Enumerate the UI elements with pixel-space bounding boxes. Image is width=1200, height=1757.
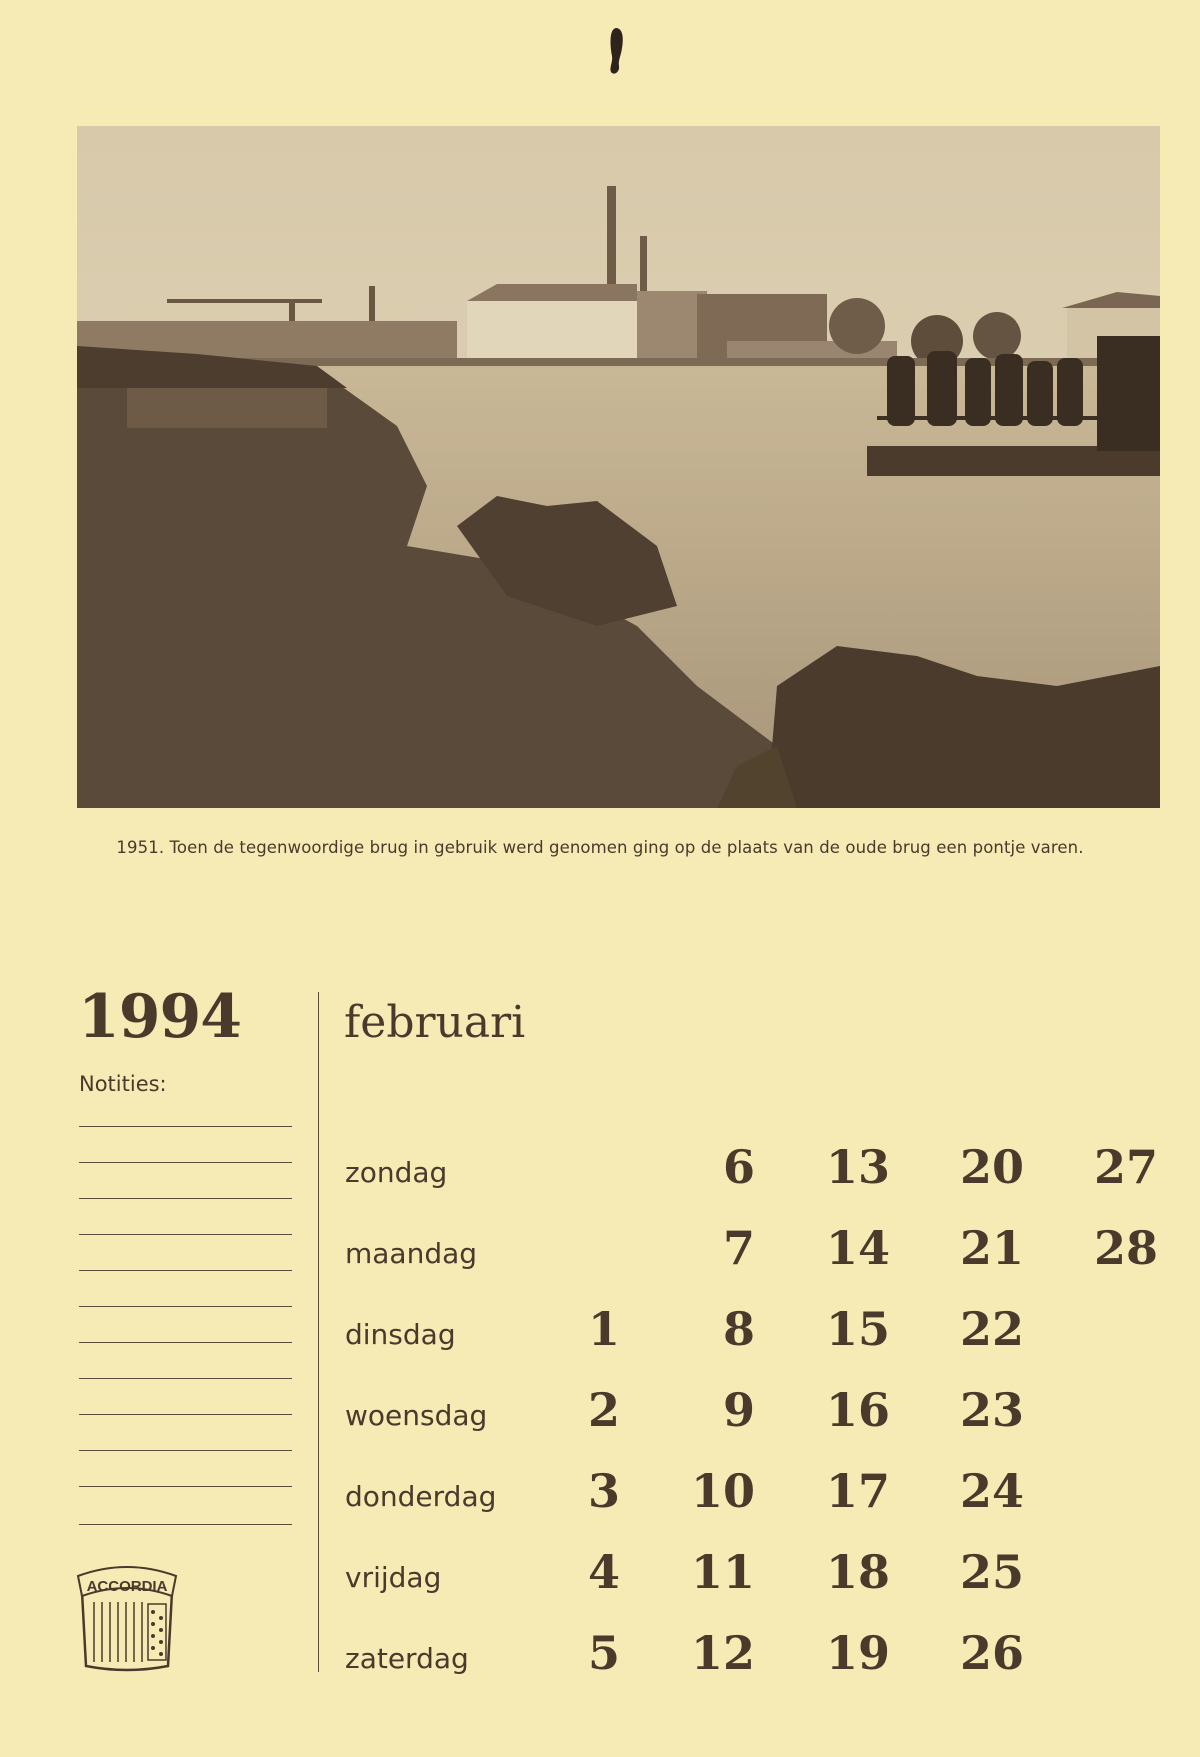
date-cell: 21	[959, 1221, 1024, 1275]
day-label: donderdag	[345, 1480, 497, 1513]
note-line	[79, 1524, 292, 1525]
date-cell: 26	[959, 1626, 1024, 1680]
date-cell: 16	[825, 1383, 890, 1437]
date-cell: 12	[690, 1626, 755, 1680]
date-cell: 20	[959, 1140, 1024, 1194]
date-cell: 14	[825, 1221, 890, 1275]
notes-label: Notities:	[79, 1072, 167, 1096]
day-label: vrijdag	[345, 1561, 442, 1594]
note-line	[79, 1198, 292, 1199]
note-line	[79, 1126, 292, 1127]
date-cell: 22	[959, 1302, 1024, 1356]
day-label: zondag	[345, 1156, 448, 1189]
month-heading: februari	[344, 997, 526, 1048]
date-cell: 3	[587, 1464, 620, 1518]
day-label: zaterdag	[345, 1642, 469, 1675]
historic-photo	[77, 126, 1160, 808]
note-line	[79, 1270, 292, 1271]
date-cell: 28	[1093, 1221, 1158, 1275]
day-label: maandag	[345, 1237, 478, 1270]
date-cell: 2	[587, 1383, 620, 1437]
day-label: woensdag	[345, 1399, 488, 1432]
note-line	[79, 1234, 292, 1235]
note-line	[79, 1342, 292, 1343]
svg-text:ACCORDIA: ACCORDIA	[86, 1578, 168, 1595]
note-line	[79, 1414, 292, 1415]
date-cell: 19	[825, 1626, 890, 1680]
date-cell: 23	[959, 1383, 1024, 1437]
date-cell: 6	[722, 1140, 755, 1194]
note-line	[79, 1162, 292, 1163]
accordia-logo	[72, 1562, 182, 1674]
year-heading: 1994	[78, 982, 241, 1052]
date-cell: 27	[1093, 1140, 1158, 1194]
date-cell: 18	[825, 1545, 890, 1599]
note-line	[79, 1306, 292, 1307]
day-label: dinsdag	[345, 1318, 456, 1351]
date-cell: 13	[825, 1140, 890, 1194]
punch-hole	[606, 26, 626, 78]
column-divider	[318, 992, 319, 1672]
date-cell: 8	[722, 1302, 755, 1356]
date-cell: 17	[825, 1464, 890, 1518]
date-cell: 15	[825, 1302, 890, 1356]
date-cell: 5	[587, 1626, 620, 1680]
note-line	[79, 1378, 292, 1379]
date-cell: 11	[690, 1545, 755, 1599]
note-line	[79, 1486, 292, 1487]
photo-caption: 1951. Toen de tegenwoordige brug in gebruik werd genomen ging op de plaats van de oude brug een pontje varen.	[116, 838, 1084, 857]
date-cell: 1	[587, 1302, 620, 1356]
date-cell: 10	[690, 1464, 755, 1518]
note-line	[79, 1450, 292, 1451]
date-cell: 25	[959, 1545, 1024, 1599]
date-cell: 4	[587, 1545, 620, 1599]
date-cell: 9	[722, 1383, 755, 1437]
date-cell: 24	[959, 1464, 1024, 1518]
date-cell: 7	[722, 1221, 755, 1275]
